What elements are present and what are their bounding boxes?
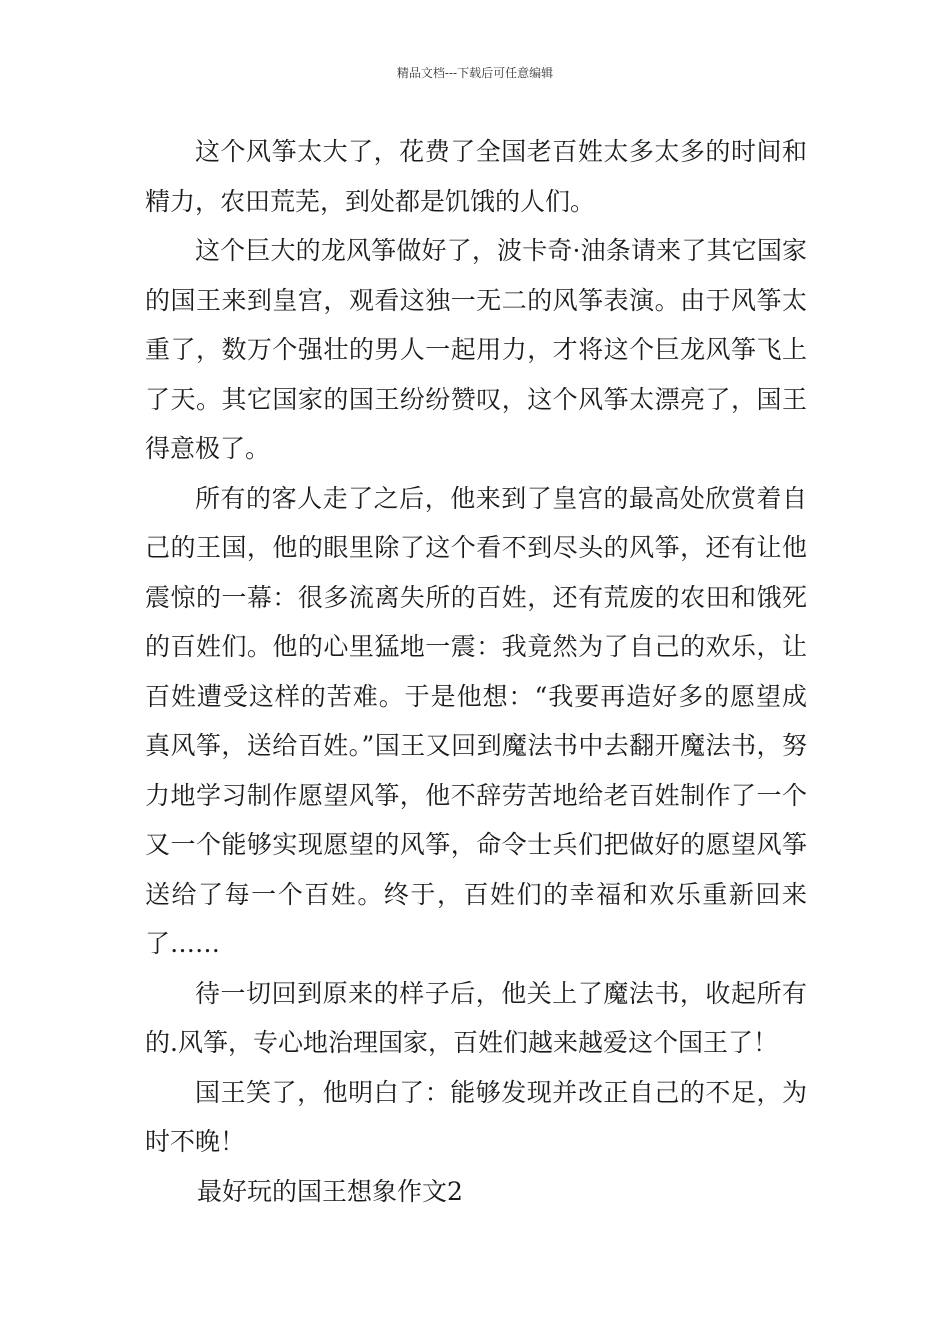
section-title: 最好玩的国王想象作文2 bbox=[197, 1176, 463, 1206]
paragraph: 所有的客人走了之后，他来到了皇宫的最高处欣赏着自己的王国，他的眼里除了这个看不到尽头的风筝，还有让他震惊的一幕：很多流离失所的百姓，还有荒废的农田和饿死的百姓们。他的心里猛地一震：我竟然为了自己的欢乐，让百姓遭受这样的苦难。于是他想：“我要再造好多的愿望成真风筝，送给百姓。”国王又回到魔法书中去翻开魔法书，努力地学习制作愿望风筝，他不辞劳苦地给老百姓制作了一个又一个能够实现愿望的风筝，命令士兵们把做好的愿望风筝送给了每一个百姓。终于，百姓们的幸福和欢乐重新回来了…… bbox=[145, 483, 807, 958]
paragraph: 国王笑了，他明白了：能够发现并改正自己的不足，为时不晚！ bbox=[145, 1077, 807, 1156]
paragraph: 这个巨大的龙风筝做好了，波卡奇·油条请来了其它国家的国王来到皇宫，观看这独一无二的风筝表演。由于风筝太重了，数万个强壮的男人一起用力，才将这个巨龙风筝飞上了天。其它国家的国王纷纷赞叹，这个风筝太漂亮了，国王得意极了。 bbox=[145, 236, 807, 463]
document-body bbox=[145, 127, 807, 1216]
paragraph: 这个风筝太大了，花费了全国老百姓太多太多的时间和精力，农田荒芜，到处都是饥饿的人们。 bbox=[145, 137, 807, 216]
paragraph: 待一切回到原来的样子后，他关上了魔法书，收起所有的.风筝，专心地治理国家，百姓们越来越爱这个国王了！ bbox=[145, 978, 807, 1057]
page-header: 精品文档---下载后可任意编辑 bbox=[396, 66, 554, 80]
